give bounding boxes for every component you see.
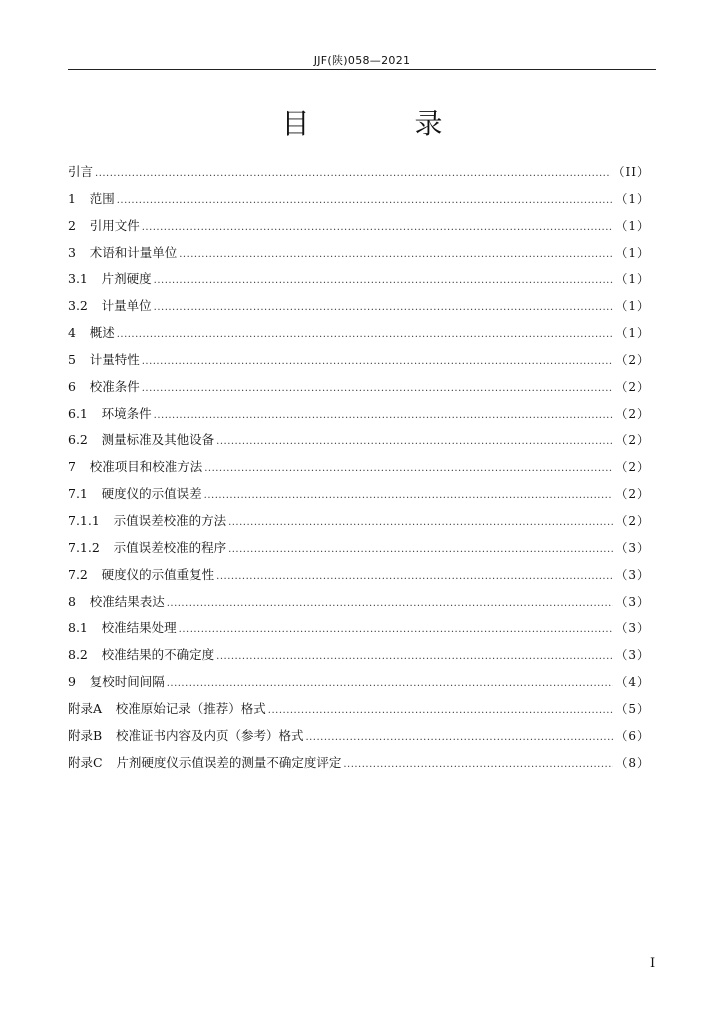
toc-entry-number: 7.1.2 — [68, 539, 100, 555]
toc-entry-page: （5） — [615, 701, 650, 716]
toc-entry-title: 片剂硬度仪示值误差的测量不确定度评定 — [116, 754, 342, 770]
toc-entry-page: （1） — [615, 218, 650, 233]
toc-entry-title: 引言 — [68, 164, 94, 179]
toc-entry-page: （2） — [615, 460, 650, 475]
toc-entry-number: 8.2 — [68, 647, 88, 663]
toc-entry-number: 1 — [68, 190, 76, 206]
table-of-contents — [68, 162, 650, 779]
toc-entry-title: 校准条件 — [89, 378, 140, 394]
dot-leader — [95, 168, 611, 179]
dot-leader — [142, 383, 614, 394]
dot-leader — [216, 571, 613, 582]
dot-leader — [228, 544, 613, 555]
dot-leader — [167, 678, 614, 689]
toc-entry-6-2[interactable] — [68, 430, 650, 457]
toc-entry-page: （6） — [615, 728, 650, 743]
running-header: JJF(陕)058—2021 — [313, 54, 411, 67]
toc-entry-1[interactable] — [68, 189, 650, 216]
toc-entry-appendix-a[interactable] — [68, 699, 650, 726]
dot-leader — [154, 302, 614, 313]
toc-entry-page: （2） — [615, 433, 650, 448]
dot-leader — [204, 490, 614, 501]
toc-entry-number: 7.1 — [68, 486, 88, 502]
toc-entry-6-1[interactable] — [68, 404, 650, 431]
toc-entry-number: 7 — [68, 459, 76, 475]
dot-leader — [142, 356, 614, 367]
dot-leader — [154, 410, 614, 421]
toc-entry-title: 校准原始记录（推荐）格式 — [115, 700, 266, 716]
header-rule — [68, 69, 656, 70]
toc-entry-title: 校准结果的不确定度 — [101, 647, 215, 663]
toc-entry-title: 硬度仪的示值重复性 — [101, 566, 215, 582]
toc-entry-7-1[interactable] — [68, 484, 650, 511]
dot-leader — [216, 651, 613, 662]
toc-entry-number: 附录B — [68, 727, 103, 743]
toc-entry-page: （1） — [615, 245, 650, 260]
toc-entry-7-2[interactable] — [68, 565, 650, 592]
toc-entry-page: （3） — [615, 648, 650, 663]
toc-entry-title: 校准结果处理 — [101, 620, 177, 636]
toc-entry-4[interactable] — [68, 323, 650, 350]
dot-leader — [268, 705, 614, 716]
toc-entry-title: 示值误差校准的程序 — [113, 539, 227, 555]
toc-entry-8[interactable] — [68, 592, 650, 619]
dot-leader — [343, 759, 613, 770]
toc-entry-7[interactable] — [68, 457, 650, 484]
toc-entry-page: （3） — [615, 621, 650, 636]
toc-entry-number: 附录A — [68, 700, 103, 716]
toc-entry-page: （1） — [615, 326, 650, 341]
toc-entry-intro[interactable] — [68, 162, 650, 189]
toc-entry-page: （1） — [615, 191, 650, 206]
toc-entry-title: 计量单位 — [101, 298, 152, 314]
toc-entry-page: （2） — [615, 379, 650, 394]
toc-entry-9[interactable] — [68, 672, 650, 699]
toc-entry-number: 7.2 — [68, 566, 88, 582]
toc-entry-number: 5 — [68, 351, 76, 367]
toc-entry-title: 校准结果表达 — [89, 593, 165, 609]
toc-entry-page: （3） — [615, 567, 650, 582]
toc-entry-number: 3.1 — [68, 271, 88, 287]
toc-entry-number: 附录C — [68, 754, 103, 770]
toc-entry-number: 2 — [68, 217, 76, 233]
toc-entry-number: 3 — [68, 244, 76, 260]
toc-entry-title: 片剂硬度 — [101, 271, 152, 287]
dot-leader — [179, 249, 613, 260]
toc-entry-6[interactable] — [68, 377, 650, 404]
toc-entry-number: 6.2 — [68, 432, 88, 448]
page-number: I — [650, 956, 656, 971]
toc-entry-8-2[interactable] — [68, 645, 650, 672]
toc-entry-number: 6.1 — [68, 405, 88, 421]
toc-entry-3[interactable] — [68, 243, 650, 270]
toc-entry-number: 8 — [68, 593, 76, 609]
toc-entry-page: （4） — [615, 675, 650, 690]
dot-leader — [228, 517, 613, 528]
toc-entry-number: 8.1 — [68, 620, 88, 636]
toc-entry-title: 校准项目和校准方法 — [89, 459, 203, 475]
toc-entry-page: （2） — [615, 513, 650, 528]
toc-entry-title: 示值误差校准的方法 — [113, 512, 227, 528]
dot-leader — [216, 436, 613, 447]
toc-entry-title: 计量特性 — [89, 351, 140, 367]
toc-entry-7-1-2[interactable] — [68, 538, 650, 565]
toc-entry-appendix-b[interactable] — [68, 726, 650, 753]
toc-entry-number: 9 — [68, 674, 76, 690]
toc-entry-page: （II） — [612, 165, 650, 179]
toc-entry-5[interactable] — [68, 350, 650, 377]
toc-entry-title: 测量标准及其他设备 — [101, 432, 215, 448]
toc-entry-number: 7.1.1 — [68, 512, 100, 528]
dot-leader — [204, 463, 613, 474]
dot-leader — [179, 624, 614, 635]
toc-entry-page: （3） — [615, 540, 650, 555]
toc-entry-title: 范围 — [89, 190, 115, 206]
toc-entry-3-1[interactable] — [68, 269, 650, 296]
toc-entry-title: 术语和计量单位 — [89, 244, 178, 260]
toc-entry-page: （8） — [615, 755, 650, 770]
toc-entry-page: （1） — [615, 299, 650, 314]
toc-entry-appendix-c[interactable] — [68, 753, 650, 780]
toc-entry-number: 6 — [68, 378, 76, 394]
toc-entry-title: 引用文件 — [89, 217, 140, 233]
toc-entry-page: （3） — [615, 594, 650, 609]
dot-leader — [154, 275, 614, 286]
page-title: 目 录 — [281, 107, 491, 140]
toc-entry-2[interactable] — [68, 216, 650, 243]
toc-entry-page: （2） — [615, 487, 650, 502]
toc-entry-title: 环境条件 — [101, 405, 152, 421]
dot-leader — [117, 195, 614, 206]
toc-entry-page: （1） — [615, 272, 650, 287]
dot-leader — [117, 329, 614, 340]
dot-leader — [167, 598, 614, 609]
toc-entry-number: 3.2 — [68, 298, 88, 314]
toc-entry-title: 硬度仪的示值误差 — [101, 486, 202, 502]
toc-entry-title: 概述 — [89, 325, 115, 341]
dot-leader — [305, 732, 613, 743]
toc-entry-page: （2） — [615, 352, 650, 367]
toc-entry-3-2[interactable] — [68, 296, 650, 323]
toc-entry-page: （2） — [615, 406, 650, 421]
toc-entry-title: 校准证书内容及内页（参考）格式 — [115, 727, 304, 743]
toc-entry-number: 4 — [68, 325, 76, 341]
dot-leader — [142, 222, 614, 233]
toc-entry-title: 复校时间间隔 — [89, 674, 165, 690]
toc-entry-7-1-1[interactable] — [68, 511, 650, 538]
toc-entry-8-1[interactable] — [68, 618, 650, 645]
